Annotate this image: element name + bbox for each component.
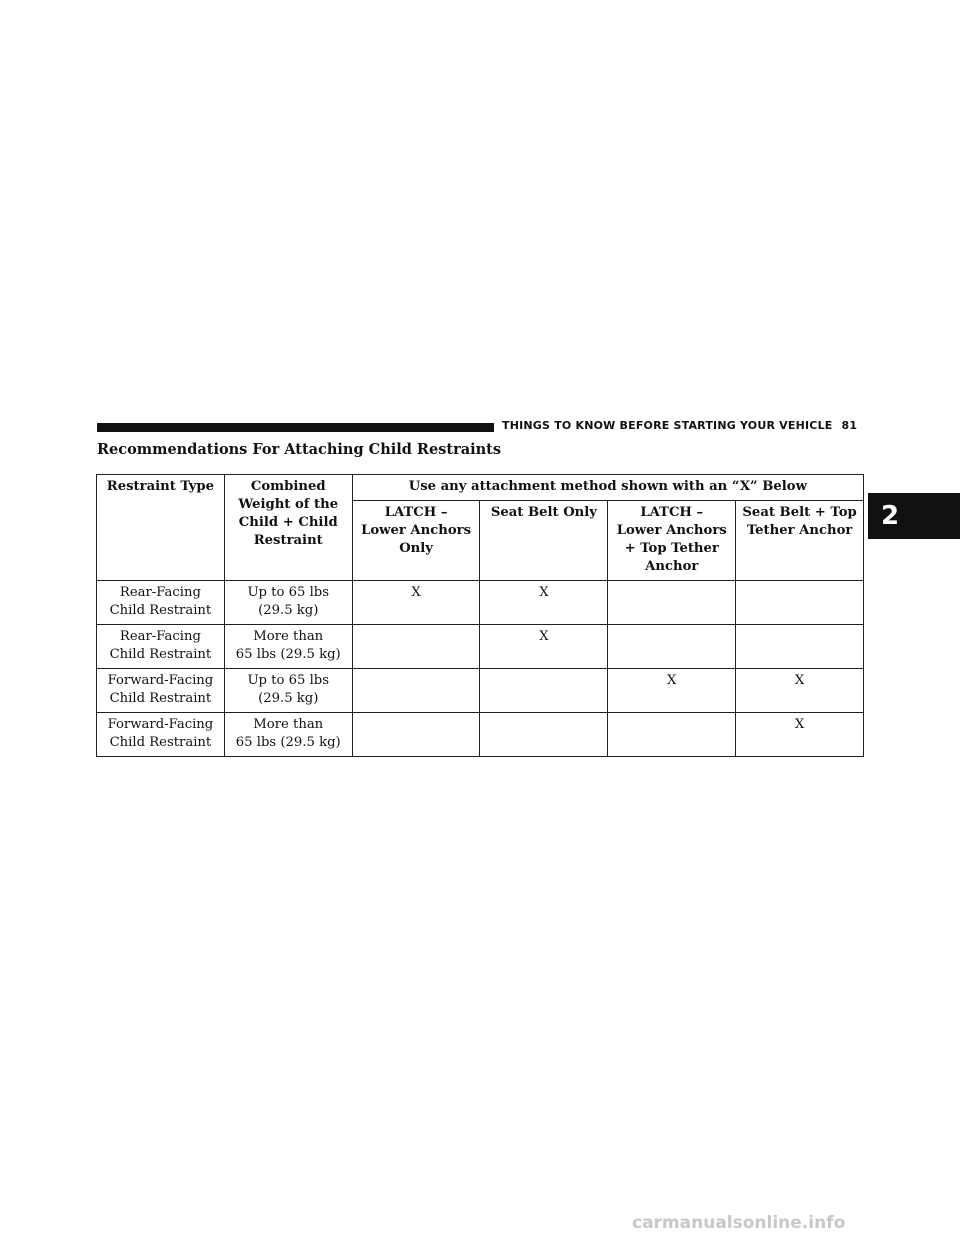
cell-mark: [608, 581, 736, 625]
cell-mark: X: [736, 713, 864, 757]
running-header-section: THINGS TO KNOW BEFORE STARTING YOUR VEHICLE: [502, 419, 833, 432]
cell-mark: X: [480, 625, 608, 669]
table-row: [97, 713, 864, 757]
cell-mark: X: [352, 581, 480, 625]
section-title: Recommendations For Attaching Child Restraints: [97, 441, 502, 458]
cell-weight: Up to 65 lbs (29.5 kg): [224, 669, 352, 713]
cell-restraint-type: Rear-Facing Child Restraint: [97, 581, 225, 625]
header-method-seat-belt-top-tether: Seat Belt + Top Tether Anchor: [736, 501, 864, 581]
running-header: [502, 419, 857, 432]
table-row: [97, 625, 864, 669]
cell-weight: Up to 65 lbs (29.5 kg): [224, 581, 352, 625]
page-number: 81: [841, 419, 858, 432]
header-method-latch-top-tether: LATCH – Lower Anchors + Top Tether Anchor: [608, 501, 736, 581]
cell-mark: [352, 713, 480, 757]
cell-weight: More than 65 lbs (29.5 kg): [224, 625, 352, 669]
cell-mark: [480, 669, 608, 713]
cell-mark: [608, 625, 736, 669]
header-method-seat-belt-only: Seat Belt Only: [480, 501, 608, 581]
table-header-row: [97, 475, 864, 501]
cell-mark: X: [736, 669, 864, 713]
cell-mark: [736, 581, 864, 625]
child-restraint-table: [96, 474, 864, 757]
header-attachment-method-group: Use any attachment method shown with an “X” Below: [352, 475, 863, 501]
cell-mark: X: [480, 581, 608, 625]
header-method-latch-lower-anchors: LATCH – Lower Anchors Only: [352, 501, 480, 581]
header-rule: [97, 423, 494, 432]
table-row: [97, 581, 864, 625]
cell-mark: [352, 669, 480, 713]
cell-weight: More than 65 lbs (29.5 kg): [224, 713, 352, 757]
table-row: [97, 669, 864, 713]
watermark: carmanualsonline.info: [632, 1213, 846, 1233]
cell-restraint-type: Forward-Facing Child Restraint: [97, 669, 225, 713]
chapter-tab: 2: [868, 493, 960, 539]
cell-mark: [736, 625, 864, 669]
cell-mark: X: [608, 669, 736, 713]
cell-mark: [608, 713, 736, 757]
header-combined-weight: Combined Weight of the Child + Child Restraint: [224, 475, 352, 581]
header-restraint-type: Restraint Type: [97, 475, 225, 581]
cell-mark: [352, 625, 480, 669]
cell-restraint-type: Rear-Facing Child Restraint: [97, 625, 225, 669]
cell-mark: [480, 713, 608, 757]
cell-restraint-type: Forward-Facing Child Restraint: [97, 713, 225, 757]
